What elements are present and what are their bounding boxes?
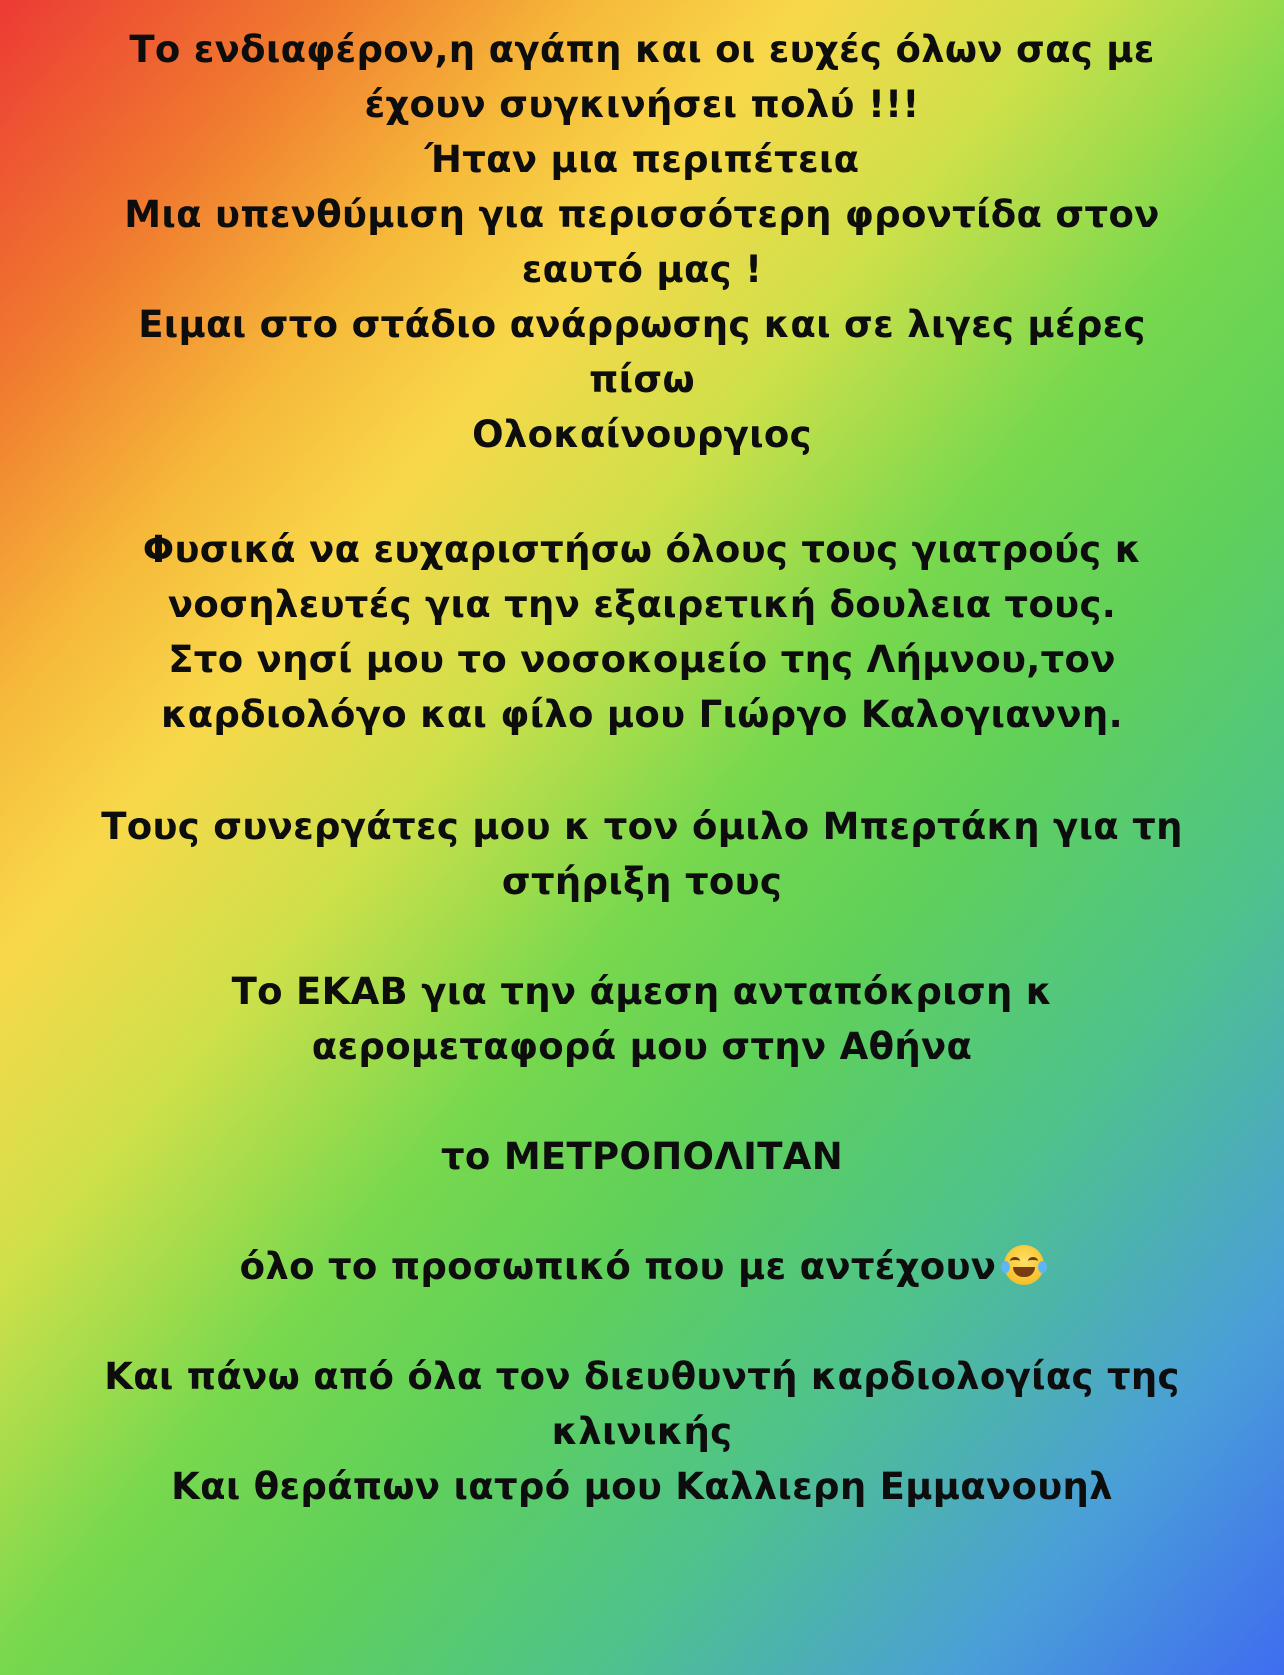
text-line-14: στήριξη τους: [501, 860, 783, 903]
text-line-5: εαυτό μας !: [521, 248, 763, 291]
text-line-16: αερομεταφορά μου στην Αθήνα: [311, 1025, 973, 1068]
text-line-8: Ολοκαίνουργιος: [472, 413, 812, 456]
text-line-7: πίσω: [589, 358, 695, 401]
text-line-13: Τους συνεργάτες μου κ τον όμιλο Μπερτάκη για τη: [101, 805, 1183, 848]
text-line-18-row: [0, 1245, 1284, 1289]
text-line-3: Ήταν μια περιπέτεια: [424, 138, 860, 181]
text-line-18: όλο το προσωπικό που με αντέχουν: [239, 1245, 997, 1288]
text-line-4: Μια υπενθύμιση για περισσότερη φροντίδα στον: [124, 193, 1160, 236]
text-line-6: Ειμαι στο στάδιο ανάρρωσης και σε λιγες μέρες: [138, 303, 1146, 346]
text-line-2: έχουν συγκινήσει πολύ !!!: [364, 83, 920, 126]
text-line-20: κλινικής: [551, 1410, 733, 1453]
text-line-10: νοσηλευτές για την εξαιρετική δουλεια τους.: [167, 583, 1117, 626]
text-line-15: Το ΕΚΑΒ για την άμεση ανταπόκριση κ: [231, 970, 1053, 1013]
text-line-11: Στο νησί μου το νοσοκομείο της Λήμνου,τον: [168, 638, 1116, 681]
face-with-tears-of-joy-icon: [1004, 1245, 1044, 1285]
text-line-1: Το ενδιαφέρον,η αγάπη και οι ευχές όλων σας με: [129, 28, 1155, 71]
text-line-12: καρδιολόγο και φίλο μου Γιώργο Καλογιαννη.: [161, 693, 1123, 736]
text-line-19: Και πάνω από όλα τον διευθυντή καρδιολογίας της: [104, 1355, 1180, 1398]
text-line-9: Φυσικά να ευχαριστήσω όλους τους γιατρούς κ: [142, 528, 1142, 571]
text-line-17: το ΜΕΤΡΟΠΟΛΙΤΑΝ: [441, 1135, 843, 1178]
text-line-21: Και θεράπων ιατρό μου Καλλιερη Εμμανουηλ: [171, 1465, 1113, 1508]
